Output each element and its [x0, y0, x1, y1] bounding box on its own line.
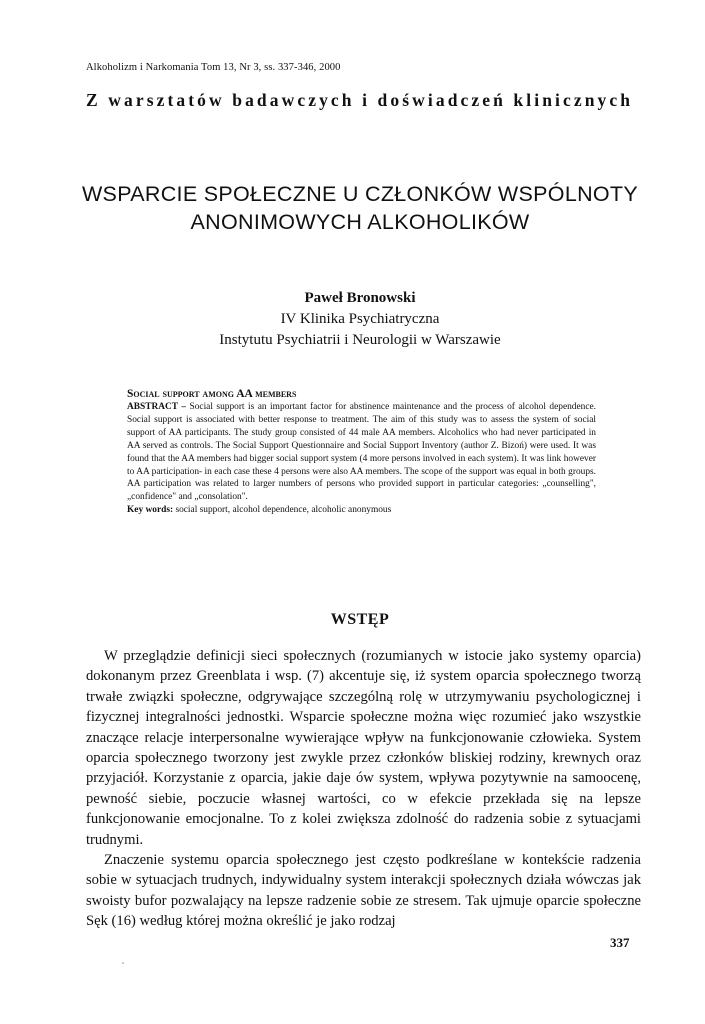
- article-title: [60, 180, 660, 236]
- section-heading: Z warsztatów badawczych i doświadczeń klinicznych: [86, 90, 634, 110]
- scan-speck: [122, 962, 124, 964]
- intro-heading: WSTĘP: [330, 611, 390, 628]
- article-title-line-2: ANONIMOWYCH ALKOHOLIKÓW: [190, 210, 530, 234]
- keywords-text: social support, alcohol dependence, alcoholic anonymous: [175, 505, 392, 516]
- body-text: [86, 646, 641, 932]
- abstract-body: [127, 401, 596, 504]
- author-affiliation-1: IV Klinika Psychiatryczna: [280, 311, 440, 327]
- abstract-text: Social support is an important factor for abstinence maintenance and the process of alcohol dependence. Social support is associated with better response to treatment. The aim of this study was to assess the system of social support of AA participants. The study group consisted of 44 male AA members. Alcoholics who had never participated in AA served as controls. The Social Support Questionnaire and Social Support Inventory (author Z. Bizoń) were used. It was found that the AA members had bigger social support system (4 more persons involved in each system). It was link however to AA participation- in each case these 4 persons were also AA members. The scope of the support was equal in both groups. AA participation was related to larger numbers of persons who provided support in particular categories: „counselling", „confidence" and „consolation".: [127, 402, 596, 503]
- journal-citation: Alkoholizm i Narkomania Tom 13, Nr 3, ss. 337-346, 2000: [86, 62, 341, 73]
- author-block: [160, 288, 560, 351]
- author-name: Paweł Bronowski: [304, 290, 416, 306]
- body-paragraph-2: Znaczenie systemu oparcia społecznego jest często podkreślane w kontekście radzenia sobie w sytuacjach trudnych, indywidualny system interakcji społecznych działa wówczas jak swoisty bufor pozwalający na lepsze radzenie sobie ze stresem. Tak ujmuje oparcie społeczne Sęk (16) według której można określić je jako rodzaj: [86, 852, 641, 930]
- abstract-title: Social support among AA members: [127, 388, 297, 400]
- keywords-label: Key words:: [127, 505, 174, 516]
- keywords: [127, 504, 596, 517]
- author-affiliation-2: Instytutu Psychiatrii i Neurologii w Warszawie: [219, 332, 501, 348]
- abstract-label: ABSTRACT –: [127, 402, 187, 412]
- article-title-line-1: WSPARCIE SPOŁECZNE U CZŁONKÓW WSPÓLNOTY: [81, 182, 639, 206]
- body-paragraph-1: W przeglądzie definicji sieci społecznych (rozumianych w istocie jako systemy oparcia) dokonanym przez Greenblata i wsp. (7) akcentuje się, iż system oparcia społecznego tworzą trwałe związki społeczne, odgrywające szczególną rolę w utrzymywaniu psychologicznej i fizycznej integralności jednostki. Wsparcie społeczne można więc rozumieć jako wszystkie znaczące relacje interpersonalne wywierające wpływ na funkcjonowanie człowieka. System oparcia społecznego tworzony jest zwykle przez członków bliskiej rodziny, krewnych oraz przyjaciół. Korzystanie z oparcia, jakie daje ów system, wpływa pozytywnie na samoocenę, pewność siebie, poczucie własnej wartości, co w efekcie przekłada się na lepsze funkcjonowanie emocjonalne. To z kolei zwiększa zdolność do radzenia sobie z sytuacjami trudnymi.: [86, 648, 641, 848]
- abstract-block: [127, 387, 596, 517]
- page-number: 337: [610, 935, 630, 950]
